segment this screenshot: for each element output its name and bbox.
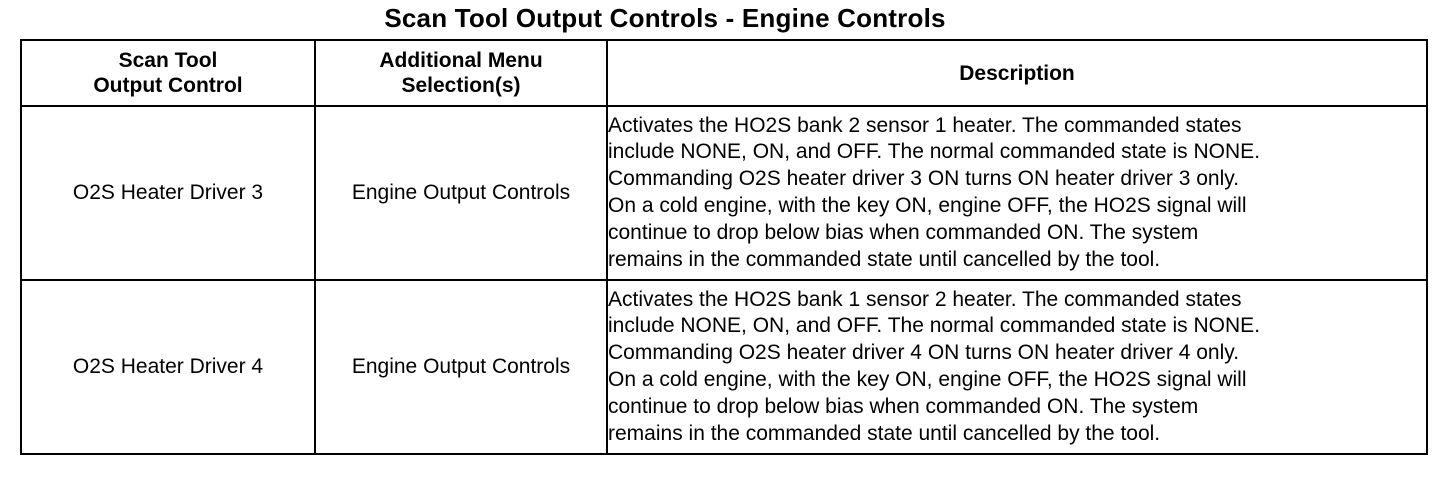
description-line: Commanding O2S heater driver 3 ON turns ON heater driver 3 only. (608, 167, 1240, 191)
description-cell (607, 106, 1427, 280)
output-control-cell: O2S Heater Driver 3 (21, 106, 315, 280)
description-line: On a cold engine, with the key ON, engine OFF, the HO2S signal will (608, 368, 1247, 391)
description-line: include NONE, ON, and OFF. The normal commanded state is NONE. (608, 140, 1261, 164)
description-line: continue to drop below bias when commanded ON. The system (608, 220, 1199, 244)
header-description (607, 40, 1427, 106)
description-line: On a cold engine, with the key ON, engine OFF, the HO2S signal will (608, 194, 1247, 217)
table-header-row (21, 40, 1427, 106)
table-row (21, 106, 1427, 280)
description-line: Commanding O2S heater driver 4 ON turns ON heater driver 4 only. (608, 341, 1240, 365)
description-line: include NONE, ON, and OFF. The normal commanded state is NONE. (608, 314, 1261, 338)
header-additional-menu-selections (315, 40, 607, 106)
menu-selection-cell: Engine Output Controls (315, 280, 607, 454)
table-row (21, 280, 1427, 454)
output-controls-table (20, 39, 1428, 455)
description-line: continue to drop below bias when commanded ON. The system (608, 394, 1199, 418)
header-line: Additional Menu (379, 49, 543, 72)
description-line: Activates the HO2S bank 1 sensor 2 heater. The commanded states (608, 287, 1242, 311)
header-line: Output Control (93, 74, 243, 97)
menu-selection-cell: Engine Output Controls (315, 106, 607, 280)
description-line: remains in the commanded state until cancelled by the tool. (608, 247, 1161, 271)
description-cell (607, 280, 1427, 454)
header-line: Description (959, 61, 1075, 85)
description-line: Activates the HO2S bank 2 sensor 1 heater. The commanded states (608, 113, 1242, 137)
page-title: Scan Tool Output Controls - Engine Controls (384, 3, 946, 33)
header-scan-tool-output-control (21, 40, 315, 106)
header-line: Scan Tool (118, 49, 218, 72)
header-line: Selection(s) (401, 74, 521, 97)
description-line: remains in the commanded state until cancelled by the tool. (608, 421, 1161, 445)
output-control-cell: O2S Heater Driver 4 (21, 280, 315, 454)
